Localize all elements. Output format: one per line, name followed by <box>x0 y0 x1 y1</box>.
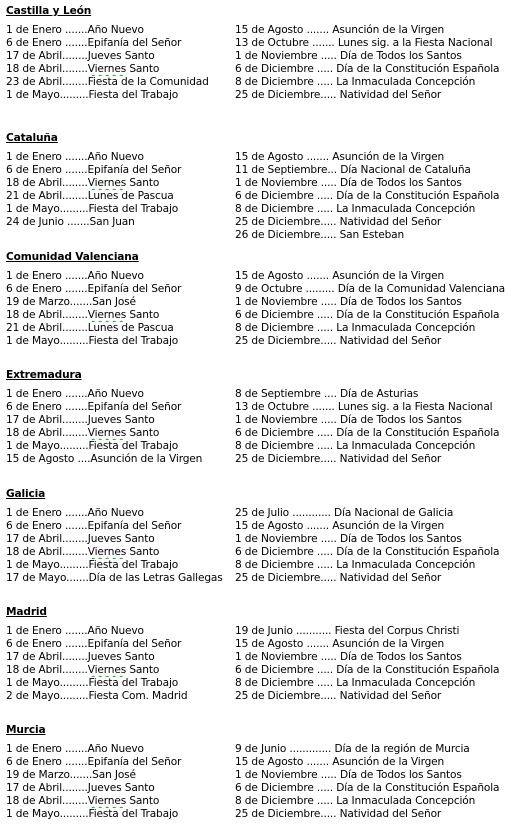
holiday-row <box>6 270 522 283</box>
holiday-row <box>6 76 522 89</box>
holiday-entry-left: 21 de Abril........Lunes de Pascua <box>6 322 174 334</box>
holiday-entry-left: 1 de Mayo.........Fiesta del Trabajo <box>6 808 179 820</box>
holiday-row <box>6 190 522 203</box>
region-comunidad-valenciana <box>6 250 522 348</box>
holiday-entry-right: 8 de Diciembre ..... La Inmaculada Concepción <box>235 677 476 689</box>
holiday-entry-left: 1 de Mayo.........Fiesta del Trabajo <box>6 203 179 215</box>
region-madrid <box>6 605 522 703</box>
holiday-entry-right: 8 de Diciembre ..... La Inmaculada Concepción <box>235 795 476 807</box>
holiday-list <box>6 151 522 242</box>
holiday-row <box>6 283 522 296</box>
holiday-row <box>6 572 522 585</box>
holiday-list <box>6 388 522 466</box>
holiday-row <box>6 638 522 651</box>
holiday-row <box>6 296 522 309</box>
holiday-row <box>6 322 522 335</box>
holiday-entry-left: 1 de Mayo.........Fiesta del Trabajo <box>6 559 179 571</box>
holiday-entry-right: 6 de Diciembre ..... Día de la Constitución Española <box>235 63 500 75</box>
holiday-row <box>6 203 522 216</box>
holiday-list <box>6 743 522 821</box>
holiday-entry-left: 19 de Marzo.......San José <box>6 296 136 308</box>
holiday-entry-right: 6 de Diciembre ..... Día de la Constitución Española <box>235 309 500 321</box>
holiday-entry-right: 8 de Diciembre ..... La Inmaculada Concepción <box>235 322 476 334</box>
holiday-row <box>6 625 522 638</box>
holiday-entry-right: 9 de Junio ............. Día de la región de Murcia <box>235 743 470 755</box>
spellcheck-mark: Viernes <box>87 427 127 439</box>
holiday-entry-right: 15 de Agosto ....... Asunción de la Virgen <box>235 520 445 532</box>
holiday-row <box>6 756 522 769</box>
holiday-entry-right: 8 de Diciembre ..... La Inmaculada Concepción <box>235 440 476 452</box>
holiday-row <box>6 427 522 440</box>
holiday-entry-right: 9 de Octubre ......... Día de la Comunidad Valenciana <box>235 283 506 295</box>
holiday-entry-left: 18 de Abril........Viernes Santo <box>6 664 160 676</box>
holiday-entry-right: 25 de Diciembre..... Natividad del Señor <box>235 335 442 347</box>
holiday-entry-right: 13 de Octubre ....... Lunes sig. a la Fiesta Nacional <box>235 401 493 413</box>
holiday-row <box>6 401 522 414</box>
region-murcia <box>6 723 522 821</box>
holiday-row <box>6 229 522 242</box>
holiday-row <box>6 507 522 520</box>
region-title: Cataluña <box>6 132 58 144</box>
holiday-entry-left: 18 de Abril........Viernes Santo <box>6 63 160 75</box>
holiday-entry-right: 25 de Diciembre..... Natividad del Señor <box>235 453 442 465</box>
holiday-row <box>6 37 522 50</box>
region-title: Castilla y León <box>6 5 92 17</box>
holiday-entry-left: 21 de Abril........Lunes de Pascua <box>6 190 174 202</box>
holiday-entry-left: 1 de Mayo.........Fiesta del Trabajo <box>6 677 179 689</box>
holiday-row <box>6 782 522 795</box>
holiday-entry-left: 18 de Abril........Viernes Santo <box>6 177 160 189</box>
holiday-entry-right: 6 de Diciembre ..... Día de la Constitución Española <box>235 782 500 794</box>
holiday-row <box>6 63 522 76</box>
holiday-row <box>6 795 522 808</box>
holiday-entry-left: 17 de Abril........Jueves Santo <box>6 533 155 545</box>
holiday-entry-left: 1 de Enero .......Año Nuevo <box>6 270 144 282</box>
holiday-list <box>6 24 522 102</box>
holiday-entry-left: 15 de Agosto ....Asunción de la Virgen <box>6 453 203 465</box>
holiday-entry-right: 8 de Diciembre ..... La Inmaculada Concepción <box>235 76 476 88</box>
holiday-entry-right: 25 de Diciembre..... Natividad del Señor <box>235 690 442 702</box>
holiday-entry-left: 1 de Mayo.........Fiesta del Trabajo <box>6 335 179 347</box>
holiday-entry-right: 25 de Diciembre..... Natividad del Señor <box>235 572 442 584</box>
holiday-entry-right: 11 de Septiembre... Día Nacional de Cataluña <box>235 164 471 176</box>
holiday-entry-right: 19 de Junio ........... Fiesta del Corpus Christi <box>235 625 460 637</box>
holiday-row <box>6 414 522 427</box>
region-extremadura <box>6 368 522 466</box>
holiday-list <box>6 270 522 348</box>
holiday-entry-left: 24 de Junio .......San Juan <box>6 216 135 228</box>
holiday-entry-right: 8 de Septiembre .... Día de Asturias <box>235 388 419 400</box>
holiday-entry-right: 15 de Agosto ....... Asunción de la Virgen <box>235 151 445 163</box>
holiday-row <box>6 559 522 572</box>
holiday-entry-right: 15 de Agosto ....... Asunción de la Virgen <box>235 638 445 650</box>
holiday-entry-left: 6 de Enero .......Epifanía del Señor <box>6 638 182 650</box>
holiday-entry-right: 25 de Diciembre..... Natividad del Señor <box>235 89 442 101</box>
holiday-row <box>6 651 522 664</box>
holiday-entry-left: 17 de Abril........Jueves Santo <box>6 50 155 62</box>
holiday-row <box>6 677 522 690</box>
holiday-entry-right: 15 de Agosto ....... Asunción de la Virgen <box>235 270 445 282</box>
region-title: Comunidad Valenciana <box>6 251 139 263</box>
holiday-entry-left: 1 de Enero .......Año Nuevo <box>6 24 144 36</box>
holiday-entry-right: 15 de Agosto ....... Asunción de la Virgen <box>235 756 445 768</box>
holiday-entry-left: 6 de Enero .......Epifanía del Señor <box>6 164 182 176</box>
holiday-list <box>6 625 522 703</box>
holiday-row <box>6 546 522 559</box>
holiday-entry-right: 8 de Diciembre ..... La Inmaculada Concepción <box>235 559 476 571</box>
region-galicia <box>6 487 522 585</box>
holiday-row <box>6 453 522 466</box>
holiday-entry-left: 23 de Abril........Fiesta de la Comunidad <box>6 76 209 88</box>
holiday-row <box>6 690 522 703</box>
region-castilla-y-leon <box>6 4 522 102</box>
holiday-entry-left: 2 de Mayo.........Fiesta Com. Madrid <box>6 690 188 702</box>
holiday-entry-right: 25 de Diciembre..... Natividad del Señor <box>235 216 442 228</box>
holiday-entry-left: 18 de Abril........Viernes Santo <box>6 309 160 321</box>
holiday-entry-right: 6 de Diciembre ..... Día de la Constitución Española <box>235 427 500 439</box>
holiday-entry-right: 6 de Diciembre ..... Día de la Constitución Española <box>235 190 500 202</box>
holiday-entry-left: 1 de Enero .......Año Nuevo <box>6 625 144 637</box>
holiday-row <box>6 520 522 533</box>
holiday-entry-left: 1 de Enero .......Año Nuevo <box>6 151 144 163</box>
holiday-entry-right: 6 de Diciembre ..... Día de la Constitución Española <box>235 546 500 558</box>
holiday-row <box>6 388 522 401</box>
holiday-row <box>6 743 522 756</box>
holiday-entry-right: 6 de Diciembre ..... Día de la Constitución Española <box>235 664 500 676</box>
holiday-entry-right: 1 de Noviembre ..... Día de Todos los Santos <box>235 651 462 663</box>
holiday-entry-right: 25 de Julio ............ Día Nacional de Galicia <box>235 507 454 519</box>
holiday-entry-left: 17 de Mayo.......Día de las Letras Gallegas <box>6 572 223 584</box>
holiday-entry-right: 1 de Noviembre ..... Día de Todos los Santos <box>235 769 462 781</box>
region-title: Madrid <box>6 606 47 618</box>
holiday-row <box>6 769 522 782</box>
holiday-entry-right: 1 de Noviembre ..... Día de Todos los Santos <box>235 414 462 426</box>
holiday-entry-left: 6 de Enero .......Epifanía del Señor <box>6 401 182 413</box>
holiday-row <box>6 808 522 821</box>
holiday-row <box>6 309 522 322</box>
holiday-row <box>6 164 522 177</box>
holiday-entry-left: 1 de Enero .......Año Nuevo <box>6 743 144 755</box>
region-title: Galicia <box>6 488 46 500</box>
holiday-row <box>6 440 522 453</box>
holiday-entry-right: 1 de Noviembre ..... Día de Todos los Santos <box>235 177 462 189</box>
holiday-entry-left: 18 de Abril........Viernes Santo <box>6 795 160 807</box>
holiday-entry-left: 1 de Enero .......Año Nuevo <box>6 507 144 519</box>
holiday-row <box>6 533 522 546</box>
holiday-row <box>6 216 522 229</box>
holiday-row <box>6 335 522 348</box>
holiday-entry-left: 6 de Enero .......Epifanía del Señor <box>6 520 182 532</box>
holiday-entry-left: 1 de Enero .......Año Nuevo <box>6 388 144 400</box>
holiday-entry-left: 1 de Mayo.........Fiesta del Trabajo <box>6 440 179 452</box>
holiday-entry-left: 17 de Abril........Jueves Santo <box>6 782 155 794</box>
holiday-entry-left: 17 de Abril........Jueves Santo <box>6 651 155 663</box>
holiday-row <box>6 24 522 37</box>
region-cataluna <box>6 131 522 242</box>
holiday-row <box>6 50 522 63</box>
holiday-list <box>6 507 522 585</box>
spellcheck-mark: Viernes <box>87 309 127 321</box>
holiday-entry-left: 19 de Marzo.......San José <box>6 769 136 781</box>
holiday-entry-right: 8 de Diciembre ..... La Inmaculada Concepción <box>235 203 476 215</box>
region-title: Murcia <box>6 724 46 736</box>
holiday-row <box>6 177 522 190</box>
holiday-entry-right: 1 de Noviembre ..... Día de Todos los Santos <box>235 533 462 545</box>
holiday-entry-left: 6 de Enero .......Epifanía del Señor <box>6 283 182 295</box>
holiday-entry-left: 17 de Abril........Jueves Santo <box>6 414 155 426</box>
holiday-row <box>6 151 522 164</box>
spellcheck-mark: Viernes <box>87 795 127 807</box>
holiday-entry-right: 1 de Noviembre ..... Día de Todos los Santos <box>235 50 462 62</box>
spellcheck-mark: Viernes <box>87 546 127 558</box>
holiday-entry-right: 13 de Octubre ....... Lunes sig. a la Fiesta Nacional <box>235 37 493 49</box>
holiday-entry-right: 1 de Noviembre ..... Día de Todos los Santos <box>235 296 462 308</box>
holiday-entry-left: 6 de Enero .......Epifanía del Señor <box>6 37 182 49</box>
region-title: Extremadura <box>6 369 82 381</box>
spellcheck-mark: Viernes <box>87 63 127 75</box>
spellcheck-mark: Viernes <box>87 664 127 676</box>
holiday-row <box>6 664 522 677</box>
holiday-entry-left: 1 de Mayo.........Fiesta del Trabajo <box>6 89 179 101</box>
holiday-entry-right: 15 de Agosto ....... Asunción de la Virgen <box>235 24 445 36</box>
holiday-entry-left: 6 de Enero .......Epifanía del Señor <box>6 756 182 768</box>
holiday-entry-right: 25 de Diciembre..... Natividad del Señor <box>235 808 442 820</box>
spellcheck-mark: Viernes <box>87 177 127 189</box>
holiday-entry-left: 18 de Abril........Viernes Santo <box>6 427 160 439</box>
holiday-entry-right: 26 de Diciembre..... San Esteban <box>235 229 405 241</box>
holiday-entry-left: 18 de Abril........Viernes Santo <box>6 546 160 558</box>
holiday-row <box>6 89 522 102</box>
